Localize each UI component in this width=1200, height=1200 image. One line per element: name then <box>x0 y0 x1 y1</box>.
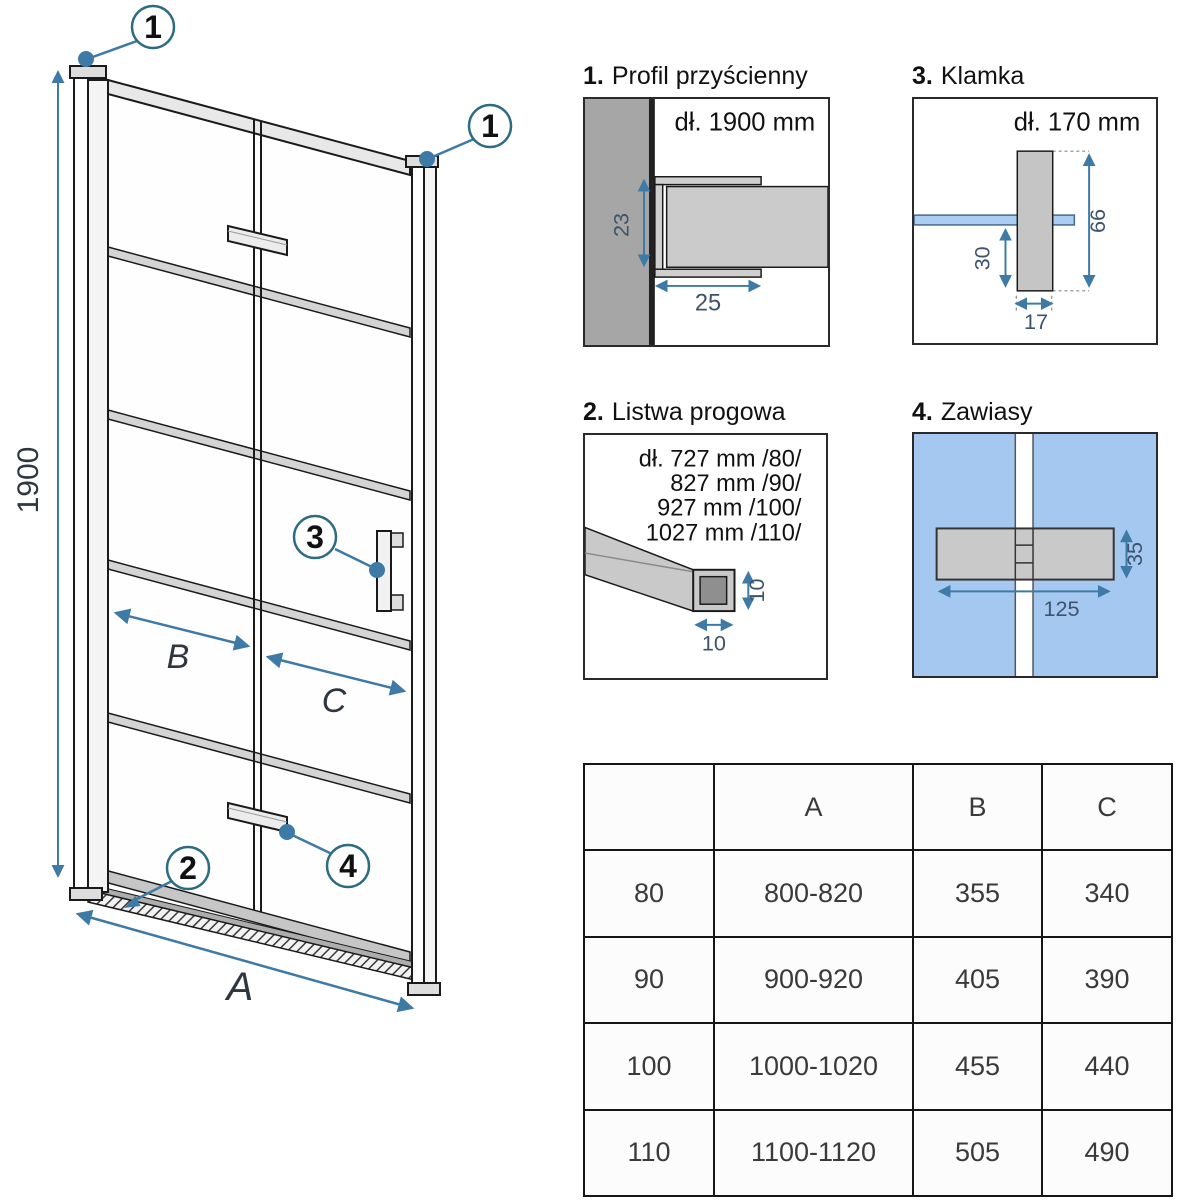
header-b: B <box>913 764 1042 850</box>
cell-b: 455 <box>913 1023 1042 1109</box>
header-c: C <box>1042 764 1172 850</box>
svg-text:1: 1 <box>481 108 499 144</box>
cell-a: 1000-1020 <box>714 1023 913 1109</box>
cell-a: 1100-1120 <box>714 1110 913 1196</box>
size-table <box>583 763 1173 1197</box>
cell-c: 340 <box>1042 850 1172 936</box>
svg-text:827 mm /90/: 827 mm /90/ <box>670 471 802 498</box>
detail-threshold-card <box>583 433 828 680</box>
callout-dot <box>279 824 295 840</box>
header-a: A <box>714 764 913 850</box>
wall-edge <box>649 99 655 345</box>
svg-text:30: 30 <box>969 246 995 271</box>
detail-number: 1. <box>583 62 604 90</box>
size-table-header-row <box>584 764 1172 850</box>
detail-hinges-card <box>912 432 1158 678</box>
cell-size: 80 <box>584 850 714 936</box>
detail-number: 4. <box>912 398 933 426</box>
svg-text:10: 10 <box>701 630 726 656</box>
wall-profile-drawing <box>585 99 828 345</box>
callout-1-wall-profile-left <box>78 6 174 67</box>
svg-text:17: 17 <box>1023 309 1049 335</box>
dim-66 <box>1085 155 1110 286</box>
total-width-dimension-label: A <box>226 965 254 1009</box>
svg-text:66: 66 <box>1084 208 1110 234</box>
detail-title-text: Klamka <box>940 62 1025 90</box>
height-dimension-label: 1900 <box>12 446 45 514</box>
handle-drawing <box>914 99 1156 343</box>
svg-text:10: 10 <box>744 578 770 603</box>
svg-text:1: 1 <box>144 9 162 45</box>
cell-c: 440 <box>1042 1023 1172 1109</box>
handle-bar <box>1017 151 1052 291</box>
door-diagram <box>0 0 560 1060</box>
table-row <box>584 850 1172 936</box>
dim-17 <box>1016 304 1051 335</box>
dim-30 <box>970 230 1006 286</box>
cell-size: 90 <box>584 937 714 1023</box>
table-row <box>584 1023 1172 1109</box>
svg-text:35: 35 <box>1122 541 1148 567</box>
svg-text:125: 125 <box>1043 595 1080 621</box>
detail-number: 2. <box>583 398 604 426</box>
svg-text:dł. 727 mm /80/: dł. 727 mm /80/ <box>638 446 802 473</box>
cell-a: 800-820 <box>714 850 913 936</box>
detail-title-text: Zawiasy <box>940 398 1033 426</box>
callout-dot <box>369 562 385 578</box>
detail-number: 3. <box>912 62 933 90</box>
detail-handle-title <box>912 62 1024 91</box>
cell-size: 110 <box>584 1110 714 1196</box>
detail-wall-profile-title <box>583 62 808 91</box>
dim-10-vertical <box>744 573 769 608</box>
svg-text:1027 mm /110/: 1027 mm /110/ <box>645 520 802 547</box>
right-wall-profile <box>406 156 440 995</box>
callout-dot <box>78 51 94 67</box>
profile-length-label: dł. 1900 mm <box>674 108 816 137</box>
cell-b: 505 <box>913 1110 1042 1196</box>
handle-length-label: dł. 170 mm <box>1013 108 1141 137</box>
detail-handle-card <box>912 97 1158 345</box>
threshold-drawing <box>585 435 826 678</box>
dim-10-horizontal <box>696 625 731 656</box>
cell-b: 355 <box>913 850 1042 936</box>
svg-text:4: 4 <box>339 848 357 884</box>
svg-text:2: 2 <box>179 850 197 886</box>
svg-text:3: 3 <box>306 519 324 555</box>
height-dimension <box>12 72 58 876</box>
detail-wall-profile-card <box>583 97 830 347</box>
threshold-length-labels <box>639 446 802 546</box>
callout-dot <box>419 151 435 167</box>
left-panel-dimension-label: B <box>166 638 190 676</box>
cell-a: 900-920 <box>714 937 913 1023</box>
svg-text:927 mm /100/: 927 mm /100/ <box>657 495 802 522</box>
table-row <box>584 937 1172 1023</box>
hinges-drawing <box>914 434 1156 676</box>
cell-b: 405 <box>913 937 1042 1023</box>
table-row <box>584 1110 1172 1196</box>
callout-1-wall-profile-right <box>419 105 511 167</box>
cell-c: 490 <box>1042 1110 1172 1196</box>
detail-title-text: Listwa progowa <box>611 398 786 426</box>
right-panel-dimension-label: C <box>321 682 347 720</box>
detail-threshold-title <box>583 398 786 427</box>
dim-25 <box>657 286 759 317</box>
header-empty <box>584 764 714 850</box>
svg-text:25: 25 <box>694 290 722 317</box>
left-wall-profile <box>70 66 108 900</box>
hinge-bar <box>937 528 1114 579</box>
cell-size: 100 <box>584 1023 714 1109</box>
detail-hinges-title <box>912 398 1033 427</box>
svg-text:23: 23 <box>608 212 634 237</box>
detail-title-text: Profil przyścienny <box>611 62 808 90</box>
cell-c: 390 <box>1042 937 1172 1023</box>
glass-panel <box>667 187 828 268</box>
